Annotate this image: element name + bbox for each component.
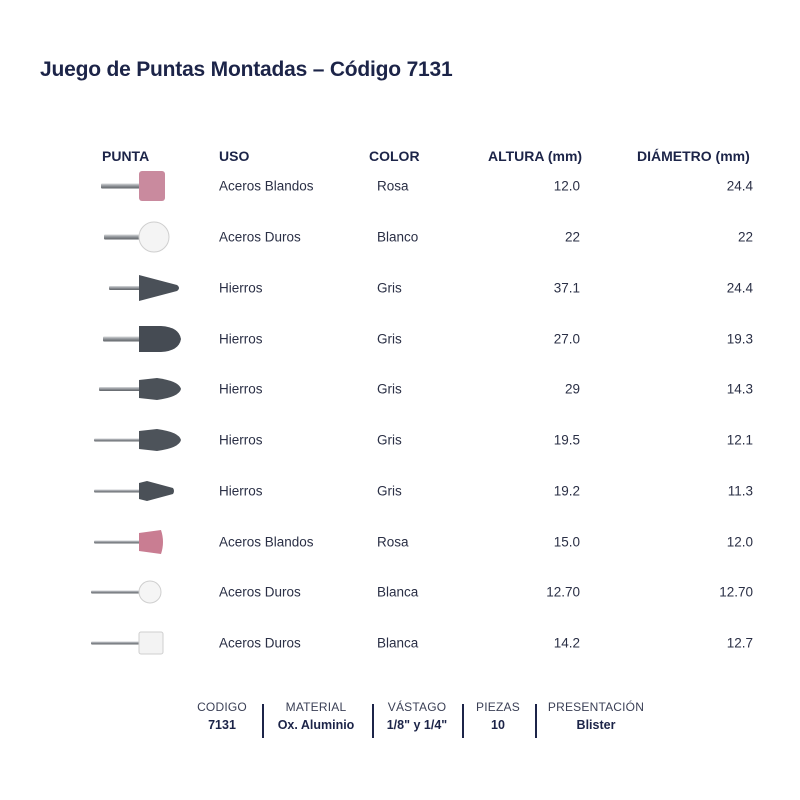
cell-color: Rosa [377,534,409,550]
table-row [0,517,800,567]
cell-altura: 15.0 [553,534,580,550]
table-row [0,314,800,364]
header-color: COLOR [369,148,420,164]
spec-footer [0,700,800,750]
grey-cone-tip-icon [80,263,190,313]
cell-color: Blanca [377,584,419,600]
cell-uso: Hierros [219,331,263,347]
table-row [0,212,800,262]
table-row [0,415,800,465]
cell-altura: 14.2 [553,635,580,651]
cell-uso: Hierros [219,432,263,448]
cell-altura: 37.1 [553,280,580,296]
table-row [0,364,800,414]
cell-color: Gris [377,483,402,499]
cell-diametro: 22 [737,229,753,245]
cell-altura: 27.0 [553,331,580,347]
cell-altura: 22 [564,229,580,245]
cell-altura: 12.0 [553,178,580,194]
cell-diametro: 12.1 [726,432,753,448]
cell-altura: 12.70 [546,584,580,600]
footer-value: 7131 [208,718,236,732]
cell-color: Gris [377,331,402,347]
cell-uso: Aceros Blandos [219,178,314,194]
header-punta: PUNTA [102,148,150,164]
cell-uso: Aceros Duros [219,635,301,651]
cell-color: Blanca [377,635,419,651]
cell-diametro: 12.0 [726,534,753,550]
footer-value: 10 [491,718,505,732]
white-ball-tip-icon [80,212,190,262]
cell-color: Gris [377,280,402,296]
cell-diametro: 11.3 [727,483,753,499]
cell-diametro: 24.4 [726,178,753,194]
footer-divider [372,704,374,738]
cell-color: Gris [377,432,402,448]
table-row [0,618,800,668]
footer-divider [262,704,264,738]
cell-diametro: 24.4 [726,280,753,296]
pink-cylinder-tip-icon [80,161,190,211]
cell-altura: 19.2 [553,483,580,499]
cell-diametro: 12.70 [719,584,753,600]
white-ball-tip-icon [80,567,190,617]
footer-divider [462,704,464,738]
footer-label: MATERIAL [285,700,347,714]
footer-divider [535,704,537,738]
cell-uso: Hierros [219,280,263,296]
white-cylinder-tip-icon [80,618,190,668]
cell-diametro: 14.3 [726,381,753,397]
grey-bullet-tip-icon [80,314,190,364]
header-altura: ALTURA (mm) [488,148,583,164]
page-title: Juego de Puntas Montadas – Código 7131 [40,58,453,81]
grey-oval-tip-icon [80,364,190,414]
footer-value: Blister [576,718,616,732]
cell-color: Blanco [377,229,419,245]
cell-diametro: 12.7 [726,635,753,651]
cell-altura: 29 [564,381,580,397]
cell-color: Gris [377,381,402,397]
cell-diametro: 19.3 [726,331,753,347]
cell-altura: 19.5 [553,432,580,448]
cell-color: Rosa [377,178,409,194]
table-row [0,263,800,313]
table-row [0,466,800,516]
cell-uso: Hierros [219,483,263,499]
header-diametro: DIÁMETRO (mm) [637,148,750,164]
cell-uso: Aceros Blandos [219,534,314,550]
cell-uso: Hierros [219,381,263,397]
footer-label: CODIGO [197,700,247,714]
footer-value: Ox. Aluminio [277,718,355,732]
table-row [0,567,800,617]
footer-presentacin [536,700,656,732]
table-row [0,161,800,211]
pink-taper-tip-icon [80,517,190,567]
footer-label: VÁSTAGO [387,700,447,714]
cell-uso: Aceros Duros [219,584,301,600]
footer-label: PRESENTACIÓN [547,700,645,714]
grey-oval-tip-icon [80,415,190,465]
footer-value: 1/8" y 1/4" [386,718,448,732]
header-uso: USO [219,148,250,164]
footer-label: PIEZAS [476,700,520,714]
cell-uso: Aceros Duros [219,229,301,245]
grey-point-tip-icon [80,466,190,516]
